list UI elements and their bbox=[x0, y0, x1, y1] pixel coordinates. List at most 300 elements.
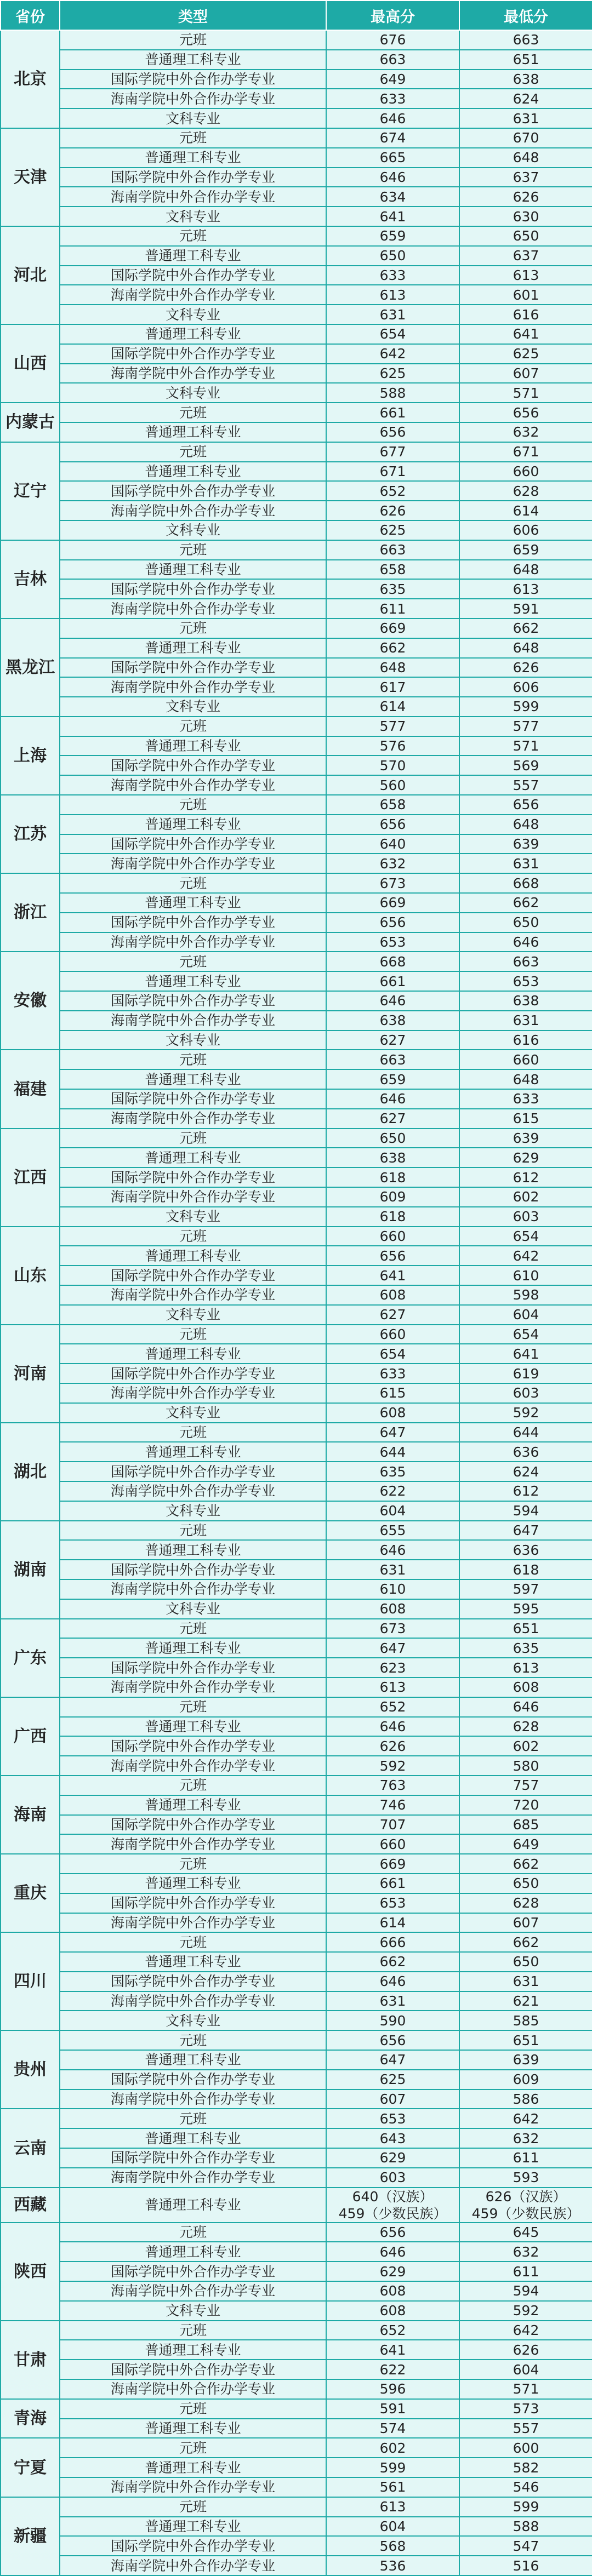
table-row bbox=[1, 1305, 592, 1325]
min-score-cell: 642 bbox=[459, 2321, 592, 2340]
max-score-cell: 641 bbox=[326, 207, 459, 226]
min-score-cell: 720 bbox=[459, 1795, 592, 1815]
max-score-cell: 614 bbox=[326, 697, 459, 717]
min-score-cell: 607 bbox=[459, 1913, 592, 1933]
min-score-cell: 625 bbox=[459, 344, 592, 364]
max-score-cell: 647 bbox=[326, 1423, 459, 1442]
type-cell: 文科专业 bbox=[60, 2301, 326, 2321]
min-score-cell: 636 bbox=[459, 1442, 592, 1462]
min-score-cell: 547 bbox=[459, 2536, 592, 2556]
min-score-cell: 662 bbox=[459, 1854, 592, 1874]
max-score-cell: 591 bbox=[326, 2399, 459, 2419]
type-cell: 元班 bbox=[60, 2399, 326, 2419]
max-score-cell: 707 bbox=[326, 1815, 459, 1835]
min-score-cell: 571 bbox=[459, 2379, 592, 2399]
max-score-cell: 673 bbox=[326, 873, 459, 893]
max-score-cell: 656 bbox=[326, 815, 459, 834]
min-score-cell: 628 bbox=[459, 1893, 592, 1913]
min-score-cell: 624 bbox=[459, 89, 592, 108]
table-row bbox=[1, 1952, 592, 1972]
table-row bbox=[1, 108, 592, 128]
max-score-cell: 662 bbox=[326, 638, 459, 658]
max-score-cell: 652 bbox=[326, 2321, 459, 2340]
table-row bbox=[1, 2301, 592, 2321]
province-cell: 西藏 bbox=[1, 2188, 60, 2223]
table-row bbox=[1, 1011, 592, 1031]
max-score-cell: 643 bbox=[326, 2128, 459, 2148]
min-score-cell: 653 bbox=[459, 971, 592, 991]
table-row bbox=[1, 971, 592, 991]
table-row bbox=[1, 2360, 592, 2379]
min-score-cell: 639 bbox=[459, 2050, 592, 2070]
table-row bbox=[1, 932, 592, 952]
type-cell: 普通理工科专业 bbox=[60, 2128, 326, 2148]
type-cell: 国际学院中外合作办学专业 bbox=[60, 913, 326, 932]
min-score-cell: 594 bbox=[459, 1501, 592, 1521]
table-row bbox=[1, 1325, 592, 1344]
max-score-cell: 574 bbox=[326, 2419, 459, 2438]
table-row bbox=[1, 1874, 592, 1893]
type-cell: 普通理工科专业 bbox=[60, 2517, 326, 2537]
min-score-cell: 632 bbox=[459, 422, 592, 442]
type-cell: 海南学院中外合作办学专业 bbox=[60, 1756, 326, 1776]
table-row bbox=[1, 1266, 592, 1285]
type-cell: 海南学院中外合作办学专业 bbox=[60, 1991, 326, 2011]
type-cell: 普通理工科专业 bbox=[60, 2419, 326, 2438]
type-cell: 元班 bbox=[60, 1776, 326, 1795]
type-cell: 普通理工科专业 bbox=[60, 2050, 326, 2070]
min-score-cell: 616 bbox=[459, 1031, 592, 1050]
min-score-cell: 612 bbox=[459, 1167, 592, 1187]
type-cell: 文科专业 bbox=[60, 108, 326, 128]
table-row bbox=[1, 462, 592, 482]
max-score-cell: 625 bbox=[326, 364, 459, 383]
table-row bbox=[1, 1854, 592, 1874]
min-score-cell: 632 bbox=[459, 2242, 592, 2262]
province-cell: 吉林 bbox=[1, 540, 60, 619]
min-score-cell: 611 bbox=[459, 2148, 592, 2168]
table-row bbox=[1, 285, 592, 305]
province-cell: 黑龙江 bbox=[1, 619, 60, 717]
type-cell: 普通理工科专业 bbox=[60, 1344, 326, 1364]
type-cell: 海南学院中外合作办学专业 bbox=[60, 2556, 326, 2575]
table-row bbox=[1, 2242, 592, 2262]
table-row bbox=[1, 2223, 592, 2242]
min-score-cell: 637 bbox=[459, 168, 592, 187]
table-row bbox=[1, 1501, 592, 1521]
type-cell: 元班 bbox=[60, 873, 326, 893]
type-cell: 海南学院中外合作办学专业 bbox=[60, 1383, 326, 1403]
province-cell: 福建 bbox=[1, 1050, 60, 1128]
type-cell: 普通理工科专业 bbox=[60, 815, 326, 834]
table-row bbox=[1, 70, 592, 89]
table-row bbox=[1, 89, 592, 108]
max-score-cell: 626 bbox=[326, 1736, 459, 1756]
type-cell: 普通理工科专业 bbox=[60, 2340, 326, 2360]
min-score-cell: 573 bbox=[459, 2399, 592, 2419]
table-row bbox=[1, 1834, 592, 1854]
min-score-cell: 638 bbox=[459, 991, 592, 1011]
min-score-cell: 663 bbox=[459, 952, 592, 971]
min-score-cell: 648 bbox=[459, 560, 592, 580]
type-cell: 国际学院中外合作办学专业 bbox=[60, 344, 326, 364]
type-cell: 普通理工科专业 bbox=[60, 1717, 326, 1737]
table-row bbox=[1, 344, 592, 364]
type-cell: 海南学院中外合作办学专业 bbox=[60, 1109, 326, 1129]
min-score-cell: 603 bbox=[459, 1207, 592, 1227]
max-score-cell: 570 bbox=[326, 755, 459, 775]
max-score-cell: 661 bbox=[326, 403, 459, 422]
type-cell: 海南学院中外合作办学专业 bbox=[60, 599, 326, 619]
max-score-cell: 654 bbox=[326, 1344, 459, 1364]
max-score-cell: 646 bbox=[326, 1540, 459, 1560]
type-cell: 元班 bbox=[60, 2223, 326, 2242]
max-score-cell: 650 bbox=[326, 246, 459, 266]
max-score-cell: 658 bbox=[326, 560, 459, 580]
type-cell: 普通理工科专业 bbox=[60, 2458, 326, 2477]
type-cell: 普通理工科专业 bbox=[60, 324, 326, 344]
max-score-cell: 634 bbox=[326, 187, 459, 207]
min-score-cell: 595 bbox=[459, 1599, 592, 1619]
type-cell: 国际学院中外合作办学专业 bbox=[60, 579, 326, 599]
min-score-cell: 654 bbox=[459, 1325, 592, 1344]
max-score-cell: 614 bbox=[326, 1913, 459, 1933]
max-score-cell: 640（汉族） 459（少数民族） bbox=[326, 2188, 459, 2223]
table-row bbox=[1, 50, 592, 70]
type-cell: 国际学院中外合作办学专业 bbox=[60, 481, 326, 501]
type-cell: 国际学院中外合作办学专业 bbox=[60, 755, 326, 775]
min-score-cell: 642 bbox=[459, 1246, 592, 1266]
table-row bbox=[1, 2148, 592, 2168]
min-score-cell: 557 bbox=[459, 775, 592, 795]
max-score-cell: 660 bbox=[326, 1227, 459, 1246]
max-score-cell: 611 bbox=[326, 599, 459, 619]
max-score-cell: 576 bbox=[326, 736, 459, 756]
min-score-cell: 607 bbox=[459, 364, 592, 383]
table-row bbox=[1, 1344, 592, 1364]
max-score-cell: 622 bbox=[326, 1481, 459, 1501]
table-row bbox=[1, 2070, 592, 2090]
max-score-cell: 647 bbox=[326, 1638, 459, 1658]
table-row bbox=[1, 226, 592, 246]
max-score-cell: 602 bbox=[326, 2438, 459, 2458]
table-row bbox=[1, 30, 592, 50]
table-row bbox=[1, 501, 592, 520]
type-cell: 海南学院中外合作办学专业 bbox=[60, 364, 326, 383]
table-row bbox=[1, 246, 592, 266]
type-cell: 元班 bbox=[60, 2109, 326, 2128]
min-score-cell: 646 bbox=[459, 932, 592, 952]
table-row bbox=[1, 638, 592, 658]
min-score-cell: 604 bbox=[459, 1305, 592, 1325]
min-score-cell: 621 bbox=[459, 1991, 592, 2011]
table-row bbox=[1, 2109, 592, 2128]
min-score-cell: 639 bbox=[459, 834, 592, 854]
type-cell: 元班 bbox=[60, 795, 326, 815]
max-score-cell: 673 bbox=[326, 1619, 459, 1639]
type-cell: 海南学院中外合作办学专业 bbox=[60, 932, 326, 952]
min-score-cell: 660 bbox=[459, 462, 592, 482]
table-row bbox=[1, 1658, 592, 1678]
min-score-cell: 597 bbox=[459, 1579, 592, 1599]
header-min-score: 最低分 bbox=[459, 1, 592, 30]
type-cell: 国际学院中外合作办学专业 bbox=[60, 1364, 326, 1383]
type-cell: 普通理工科专业 bbox=[60, 736, 326, 756]
max-score-cell: 676 bbox=[326, 30, 459, 50]
table-row bbox=[1, 1423, 592, 1442]
min-score-cell: 648 bbox=[459, 815, 592, 834]
header-max-score: 最高分 bbox=[326, 1, 459, 30]
type-cell: 海南学院中外合作办学专业 bbox=[60, 775, 326, 795]
max-score-cell: 633 bbox=[326, 89, 459, 108]
min-score-cell: 604 bbox=[459, 2360, 592, 2379]
max-score-cell: 635 bbox=[326, 1462, 459, 1481]
max-score-cell: 536 bbox=[326, 2556, 459, 2575]
type-cell: 国际学院中外合作办学专业 bbox=[60, 991, 326, 1011]
min-score-cell: 546 bbox=[459, 2477, 592, 2497]
max-score-cell: 631 bbox=[326, 305, 459, 324]
min-score-cell: 614 bbox=[459, 501, 592, 520]
table-row bbox=[1, 2281, 592, 2301]
min-score-cell: 613 bbox=[459, 266, 592, 285]
type-cell: 海南学院中外合作办学专业 bbox=[60, 2090, 326, 2109]
max-score-cell: 646 bbox=[326, 1717, 459, 1737]
table-row bbox=[1, 2399, 592, 2419]
type-cell: 元班 bbox=[60, 30, 326, 50]
table-row bbox=[1, 2438, 592, 2458]
min-score-cell: 641 bbox=[459, 324, 592, 344]
max-score-cell: 674 bbox=[326, 128, 459, 148]
table-row bbox=[1, 815, 592, 834]
province-cell: 湖北 bbox=[1, 1423, 60, 1521]
table-row bbox=[1, 619, 592, 638]
min-score-cell: 624 bbox=[459, 1462, 592, 1481]
type-cell: 国际学院中外合作办学专业 bbox=[60, 1972, 326, 1991]
type-cell: 文科专业 bbox=[60, 1031, 326, 1050]
table-row bbox=[1, 658, 592, 678]
type-cell: 国际学院中外合作办学专业 bbox=[60, 1167, 326, 1187]
type-cell: 文科专业 bbox=[60, 697, 326, 717]
max-score-cell: 652 bbox=[326, 481, 459, 501]
min-score-cell: 646 bbox=[459, 1697, 592, 1717]
type-cell: 普通理工科专业 bbox=[60, 1442, 326, 1462]
max-score-cell: 640 bbox=[326, 834, 459, 854]
min-score-cell: 628 bbox=[459, 481, 592, 501]
min-score-cell: 635 bbox=[459, 1638, 592, 1658]
min-score-cell: 599 bbox=[459, 2497, 592, 2517]
table-row bbox=[1, 168, 592, 187]
min-score-cell: 577 bbox=[459, 717, 592, 736]
max-score-cell: 646 bbox=[326, 2242, 459, 2262]
table-row bbox=[1, 1697, 592, 1717]
table-row bbox=[1, 442, 592, 462]
type-cell: 元班 bbox=[60, 1423, 326, 1442]
province-cell: 宁夏 bbox=[1, 2438, 60, 2497]
min-score-cell: 642 bbox=[459, 2109, 592, 2128]
type-cell: 元班 bbox=[60, 1129, 326, 1148]
table-row bbox=[1, 2477, 592, 2497]
province-cell: 广西 bbox=[1, 1697, 60, 1776]
province-cell: 辽宁 bbox=[1, 442, 60, 540]
min-score-cell: 656 bbox=[459, 403, 592, 422]
max-score-cell: 613 bbox=[326, 285, 459, 305]
min-score-cell: 591 bbox=[459, 599, 592, 619]
table-row bbox=[1, 383, 592, 403]
province-cell: 新疆 bbox=[1, 2497, 60, 2575]
max-score-cell: 653 bbox=[326, 2109, 459, 2128]
table-row bbox=[1, 1148, 592, 1167]
table-row bbox=[1, 1599, 592, 1619]
max-score-cell: 608 bbox=[326, 1403, 459, 1423]
min-score-cell: 606 bbox=[459, 520, 592, 540]
min-score-cell: 685 bbox=[459, 1815, 592, 1835]
min-score-cell: 641 bbox=[459, 1344, 592, 1364]
type-cell: 普通理工科专业 bbox=[60, 638, 326, 658]
table-row bbox=[1, 2458, 592, 2477]
max-score-cell: 669 bbox=[326, 893, 459, 913]
table-row bbox=[1, 697, 592, 717]
min-score-cell: 649 bbox=[459, 1834, 592, 1854]
type-cell: 国际学院中外合作办学专业 bbox=[60, 2360, 326, 2379]
type-cell: 元班 bbox=[60, 128, 326, 148]
province-cell: 陕西 bbox=[1, 2223, 60, 2321]
min-score-cell: 615 bbox=[459, 1109, 592, 1129]
min-score-cell: 668 bbox=[459, 873, 592, 893]
type-cell: 文科专业 bbox=[60, 1305, 326, 1325]
province-cell: 河南 bbox=[1, 1325, 60, 1423]
max-score-cell: 763 bbox=[326, 1776, 459, 1795]
min-score-cell: 648 bbox=[459, 1069, 592, 1089]
table-row bbox=[1, 736, 592, 756]
max-score-cell: 635 bbox=[326, 579, 459, 599]
min-score-cell: 628 bbox=[459, 1717, 592, 1737]
min-score-cell: 629 bbox=[459, 1148, 592, 1167]
type-cell: 国际学院中外合作办学专业 bbox=[60, 1089, 326, 1109]
type-cell: 海南学院中外合作办学专业 bbox=[60, 1678, 326, 1697]
type-cell: 元班 bbox=[60, 442, 326, 462]
max-score-cell: 641 bbox=[326, 1266, 459, 1285]
type-cell: 元班 bbox=[60, 1325, 326, 1344]
max-score-cell: 663 bbox=[326, 50, 459, 70]
table-row bbox=[1, 2517, 592, 2537]
province-cell: 内蒙古 bbox=[1, 403, 60, 442]
type-cell: 海南学院中外合作办学专业 bbox=[60, 1579, 326, 1599]
max-score-cell: 656 bbox=[326, 913, 459, 932]
max-score-cell: 658 bbox=[326, 795, 459, 815]
type-cell: 国际学院中外合作办学专业 bbox=[60, 266, 326, 285]
min-score-cell: 631 bbox=[459, 854, 592, 873]
table-row bbox=[1, 1638, 592, 1658]
max-score-cell: 588 bbox=[326, 383, 459, 403]
table-row bbox=[1, 1795, 592, 1815]
max-score-cell: 610 bbox=[326, 1579, 459, 1599]
min-score-cell: 610 bbox=[459, 1266, 592, 1285]
province-cell: 甘肃 bbox=[1, 2321, 60, 2399]
max-score-cell: 671 bbox=[326, 462, 459, 482]
min-score-cell: 601 bbox=[459, 285, 592, 305]
min-score-cell: 637 bbox=[459, 246, 592, 266]
max-score-cell: 652 bbox=[326, 1697, 459, 1717]
header-row bbox=[1, 1, 592, 30]
min-score-cell: 613 bbox=[459, 1658, 592, 1678]
type-cell: 普通理工科专业 bbox=[60, 2188, 326, 2223]
max-score-cell: 617 bbox=[326, 677, 459, 697]
table-row bbox=[1, 854, 592, 873]
min-score-cell: 650 bbox=[459, 913, 592, 932]
min-score-cell: 662 bbox=[459, 893, 592, 913]
min-score-cell: 650 bbox=[459, 226, 592, 246]
province-cell: 江苏 bbox=[1, 795, 60, 873]
type-cell: 元班 bbox=[60, 2030, 326, 2050]
table-row bbox=[1, 1913, 592, 1933]
type-cell: 普通理工科专业 bbox=[60, 1148, 326, 1167]
type-cell: 元班 bbox=[60, 1697, 326, 1717]
max-score-cell: 661 bbox=[326, 1874, 459, 1893]
type-cell: 文科专业 bbox=[60, 1599, 326, 1619]
type-cell: 元班 bbox=[60, 2321, 326, 2340]
table-row bbox=[1, 2011, 592, 2030]
max-score-cell: 647 bbox=[326, 2050, 459, 2070]
min-score-cell: 662 bbox=[459, 619, 592, 638]
type-cell: 普通理工科专业 bbox=[60, 1874, 326, 1893]
table-row bbox=[1, 579, 592, 599]
max-score-cell: 625 bbox=[326, 520, 459, 540]
type-cell: 国际学院中外合作办学专业 bbox=[60, 1266, 326, 1285]
type-cell: 国际学院中外合作办学专业 bbox=[60, 2262, 326, 2281]
min-score-cell: 612 bbox=[459, 1481, 592, 1501]
type-cell: 海南学院中外合作办学专业 bbox=[60, 2477, 326, 2497]
table-row bbox=[1, 1364, 592, 1383]
max-score-cell: 656 bbox=[326, 2223, 459, 2242]
min-score-cell: 645 bbox=[459, 2223, 592, 2242]
table-row bbox=[1, 1717, 592, 1737]
min-score-cell: 670 bbox=[459, 128, 592, 148]
max-score-cell: 660 bbox=[326, 1834, 459, 1854]
min-score-cell: 557 bbox=[459, 2419, 592, 2438]
table-row bbox=[1, 481, 592, 501]
table-row bbox=[1, 1227, 592, 1246]
max-score-cell: 746 bbox=[326, 1795, 459, 1815]
max-score-cell: 629 bbox=[326, 2262, 459, 2281]
type-cell: 普通理工科专业 bbox=[60, 50, 326, 70]
table-row bbox=[1, 403, 592, 422]
min-score-cell: 663 bbox=[459, 30, 592, 50]
type-cell: 海南学院中外合作办学专业 bbox=[60, 2168, 326, 2188]
type-cell: 海南学院中外合作办学专业 bbox=[60, 2281, 326, 2301]
table-row bbox=[1, 1207, 592, 1227]
max-score-cell: 629 bbox=[326, 2148, 459, 2168]
type-cell: 元班 bbox=[60, 226, 326, 246]
min-score-cell: 626 bbox=[459, 187, 592, 207]
table-row bbox=[1, 1560, 592, 1579]
table-row bbox=[1, 1031, 592, 1050]
min-score-cell: 599 bbox=[459, 697, 592, 717]
max-score-cell: 618 bbox=[326, 1167, 459, 1187]
table-row bbox=[1, 893, 592, 913]
province-cell: 河北 bbox=[1, 226, 60, 324]
max-score-cell: 677 bbox=[326, 442, 459, 462]
type-cell: 文科专业 bbox=[60, 207, 326, 226]
type-cell: 国际学院中外合作办学专业 bbox=[60, 1893, 326, 1913]
type-cell: 元班 bbox=[60, 403, 326, 422]
table-row bbox=[1, 1540, 592, 1560]
table-row bbox=[1, 128, 592, 148]
province-cell: 重庆 bbox=[1, 1854, 60, 1932]
type-cell: 元班 bbox=[60, 540, 326, 560]
table-row bbox=[1, 1285, 592, 1305]
table-row bbox=[1, 2340, 592, 2360]
min-score-cell: 588 bbox=[459, 2517, 592, 2537]
